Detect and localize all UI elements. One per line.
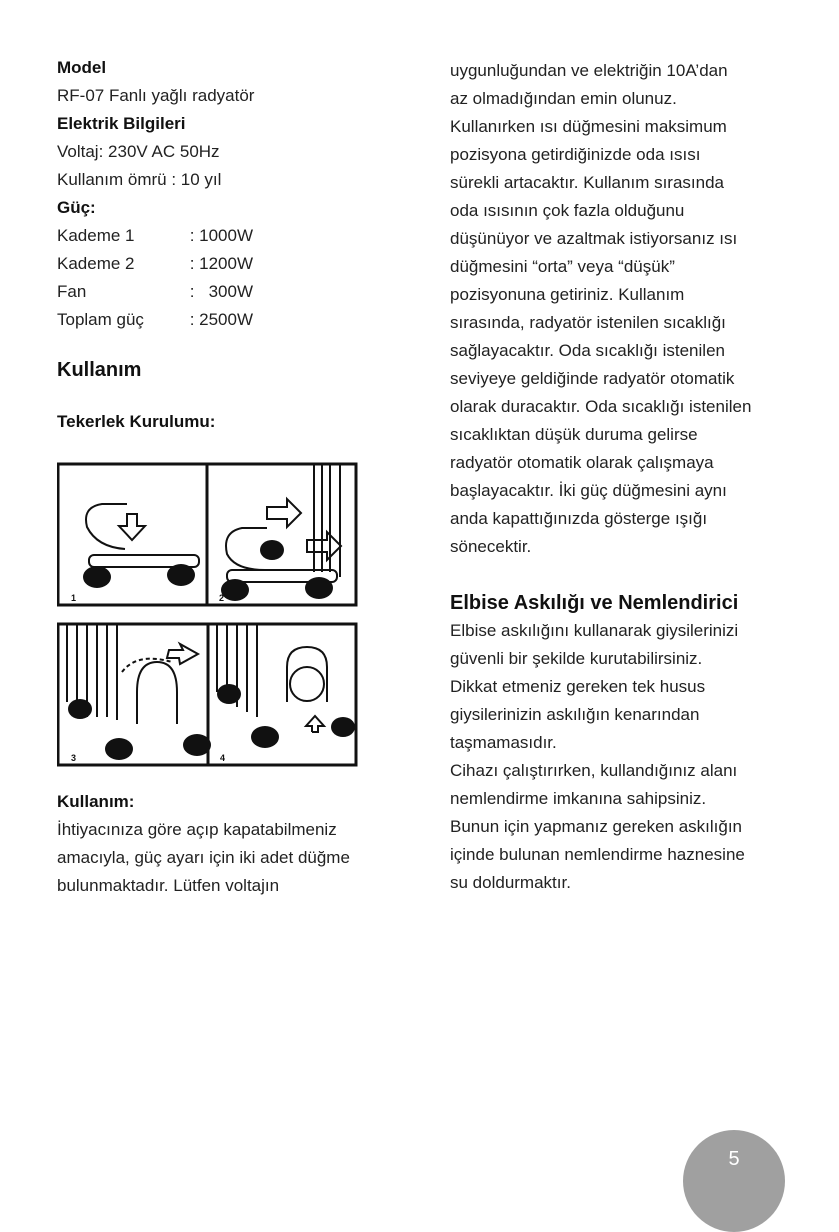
text-line: taşmamasıdır. [450,733,557,752]
text-line: giysilerinizin askılığın kenarından [450,705,700,724]
power-value: : 2500W [189,310,253,329]
text-line: radyatör otomatik olarak çalışmaya [450,453,714,472]
text-line: sırasında, radyatör istenilen sıcaklığı [450,313,726,332]
text-line: düşünüyor ve azaltmak istiyorsanız ısı [450,229,738,248]
power-value: : 1200W [189,254,253,273]
left-column [57,54,417,895]
power-label: Kademe 1 [57,226,135,245]
wheel-heading: Tekerlek Kurulumu: [57,412,216,431]
power-label: Fan [57,282,87,301]
wheel-installation-illustration [57,462,359,767]
text-line: bulunmaktadır. Lütfen voltajın [57,876,280,895]
model-heading: Model [57,58,107,77]
text-line: pozisyonuna getiriniz. Kullanım [450,285,685,304]
text-line: az olmadığından emin olunuz. [450,89,677,108]
usage-sub-heading: Kullanım: [57,792,135,811]
power-value: : 1000W [189,226,253,245]
text-line: Elbise askılığını kullanarak giysilerinizi [450,621,739,640]
text-line: Cihazı çalıştırırken, kullandığınız alanı [450,761,738,780]
text-line: sönecektir. [450,537,532,556]
text-line: İhtiyacınıza göre açıp kapatabilmeniz [57,820,337,839]
text-line: oda ısısının çok fazla olduğunu [450,201,685,220]
text-line: başlayacaktır. İki güç düğmesini aynı [450,481,727,500]
figure-label: 2 [219,593,225,603]
power-row [57,306,417,334]
power-row [57,250,417,278]
text-line: pozisyona getirdiğinizde oda ısısı [450,145,701,164]
text-line: düğmesini “orta” veya “düşük” [450,257,675,276]
power-row [57,222,417,250]
lifetime: Kullanım ömrü : 10 yıl [57,170,222,189]
text-line: nemlendirme imkanına sahipsiniz. [450,789,707,808]
power-heading: Güç: [57,198,96,217]
text-line: anda kapattığınızda gösterge ışığı [450,509,708,528]
text-line: olarak duracaktır. Oda sıcaklığı istenilen [450,397,752,416]
text-line: Kullanırken ısı düğmesini maksimum [450,117,727,136]
text-line: içinde bulunan nemlendirme haznesine [450,845,745,864]
voltage: Voltaj: 230V AC 50Hz [57,142,220,161]
text-line: sağlayacaktır. Oda sıcaklığı istenilen [450,341,725,360]
right-column [450,57,800,897]
hanger-heading: Elbise Askılığı ve Nemlendirici [450,592,739,614]
electric-heading: Elektrik Bilgileri [57,114,186,133]
power-label: Kademe 2 [57,254,135,273]
text-line: su doldurmaktır. [450,873,571,892]
figure-label: 3 [71,753,77,763]
power-row [57,278,417,306]
text-line: sıcaklıktan düşük duruma gelirse [450,425,698,444]
power-label: Toplam güç [57,310,144,329]
text-line: Dikkat etmeniz gereken tek husus [450,677,706,696]
text-line: güvenli bir şekilde kurutabilirsiniz. [450,649,703,668]
text-line: amacıyla, güç ayarı için iki adet düğme [57,848,350,867]
power-value: : 300W [189,282,253,301]
text-line: sürekli artacaktır. Kullanım sırasında [450,173,725,192]
text-line: seviyeye geldiğinde radyatör otomatik [450,369,735,388]
usage-section [57,788,417,900]
model-value: RF-07 Fanlı yağlı radyatör [57,86,255,105]
figure-label: 4 [220,753,226,763]
page-number: 5 [683,1130,785,1232]
usage-heading: Kullanım [57,359,142,381]
text-line: uygunluğundan ve elektriğin 10A’dan [450,61,728,80]
figure-label: 1 [71,593,77,603]
text-line: Bunun için yapmanız gereken askılığın [450,817,743,836]
